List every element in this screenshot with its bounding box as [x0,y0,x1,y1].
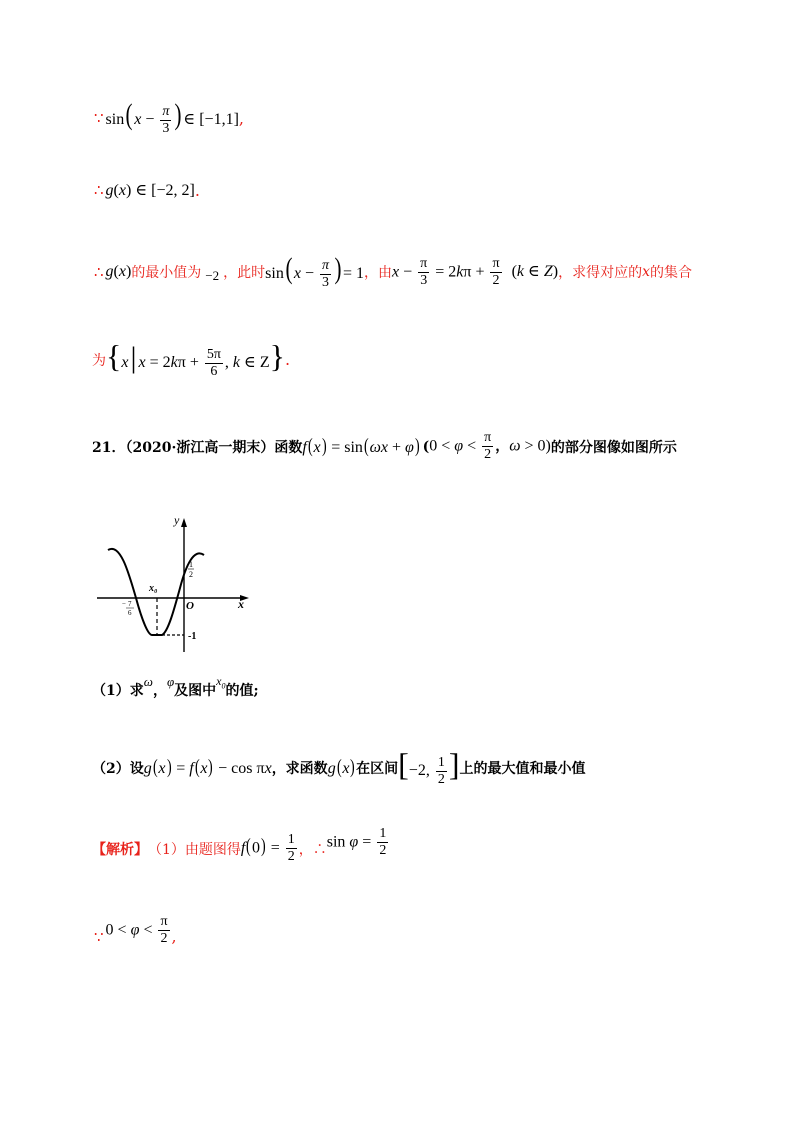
solution-tag: 【解析】 [92,841,148,858]
formula-solution-set: {x| x = 2kπ + $\frac{5\pi}{6}$ , k ∈ Z} [106,338,286,379]
y-axis-label: y [174,513,180,527]
period: . [194,180,200,200]
formula-x-solution: x − $\frac{\pi}{3}$ = 2kπ + $\frac{\pi}{2}$ (k ∈ Z) [392,255,559,288]
solution-line: 【解析】 （1）由题图得 f(0) = $\frac{1}{2}$ ，∴ sin φ = $\frac{1}{2}$ [92,832,390,865]
formula-g-definition: g(x) = f(x) − cos πx [143,756,272,779]
omega-symbol: ω [143,674,153,689]
half-den: 2 [189,570,193,579]
formula-f-zero: f(0) = $\frac{1}{2}$ [240,832,295,865]
formula-f-definition: f(x) = sin(ωx + φ) [302,435,420,458]
minus-one-label: -1 [188,631,197,642]
x-left-den: 6 [128,609,132,617]
origin-label: O [186,600,194,612]
formula-sin-phi: sin φ = $\frac{1}{2}$ [326,826,387,859]
question-21: 21．（2020·浙江高一期末）函数 f(x) = sin(ωx + φ) ( 0 < φ < $\frac{\pi}{2}$ ，ω > 0) 的部分图像如图所示 [92,430,677,463]
phi-symbol: φ [166,674,175,689]
text-min-value: 的最小值为 [131,265,202,282]
x0-label: x₀ [149,583,158,594]
formula-g: g(x) [105,263,132,281]
formula-sin-eq-one: sin(x − $\frac{\pi}{3}$ )= 1 [265,252,365,290]
half-num: 1 [189,560,193,569]
comma: , [238,108,244,128]
value-minus-two: −2 [205,268,220,284]
because-symbol: ∵ [94,109,104,128]
formula-g-range: g(x) ∈ [−2, 2] [105,182,195,199]
formula-phi-range: 0 < φ < $\frac{\pi}{2}$ [105,914,168,947]
line-1 [92,100,244,137]
question-21-head: 21．（2020·浙江高一期末）函数 [92,439,303,456]
last-line: ∵ 0 < φ < $\frac{\pi}{2}$ , [94,914,177,947]
sub-question-1: （1）求 ω ， φ 及图中 $x_0$ 的值; [92,673,259,699]
formula-conditions: 0 < φ < $\frac{\pi}{2}$ ，ω > 0) [429,430,551,463]
y-axis-arrow [181,518,187,527]
therefore-symbol: ∴ [94,181,104,199]
x-axis-label: x [238,597,244,611]
x-left-sign: − [122,600,126,608]
line-3: ∴ g(x) 的最小值为 −2 ，此时 sin(x − $\frac{\pi}{3}$ )= 1 ，由 x − $\frac{\pi}{3}$ = 2kπ + $\frac{\pi}{2}$ (k ∈ Z) ，求得对应的 x 的集合 [94,252,692,290]
x0-symbol: $x_0$ [216,673,226,691]
function-graph [92,510,262,660]
formula-sin-range: sin(x − $\frac{\pi}{3}$ )∈ [−1,1] [105,98,239,136]
sub-question-2: （2）设 g(x) = f(x) − cos πx ，求函数 g(x) 在区间 [−2, $\frac{1}{2}$ ] 上的最大值和最小值 [92,746,586,787]
formula-interval: [−2, $\frac{1}{2}$ ] [398,746,460,787]
question-21-tail: 的部分图像如图所示 [550,439,677,456]
x-left-num: 7 [128,600,132,608]
line-2 [92,180,200,200]
line-4: 为 {x| x = 2kπ + $\frac{5\pi}{6}$ , k ∈ Z} . [92,338,291,379]
